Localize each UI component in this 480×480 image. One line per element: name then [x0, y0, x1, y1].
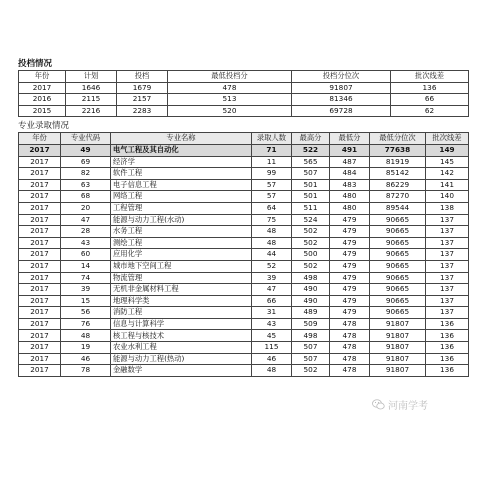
table-cell: 56 [61, 307, 111, 319]
wechat-icon [372, 399, 385, 410]
table-cell: 502 [292, 365, 330, 377]
table-header-row [19, 71, 469, 83]
major-name-cell: 金融数学 [111, 365, 252, 377]
column-header: 专业名称 [111, 133, 252, 145]
table-cell: 484 [330, 168, 370, 180]
column-header: 批次线差 [426, 133, 469, 145]
table-cell: 137 [426, 284, 469, 296]
table-cell: 520 [168, 105, 292, 117]
table-cell: 86229 [370, 179, 426, 191]
table-cell: 478 [168, 82, 292, 94]
table-cell: 498 [292, 330, 330, 342]
table-cell: 2017 [19, 237, 61, 249]
table-cell: 62 [391, 105, 469, 117]
table-cell: 479 [330, 226, 370, 238]
column-header: 投档分位次 [292, 71, 391, 83]
table-cell: 69728 [292, 105, 391, 117]
table-row [19, 179, 469, 191]
major-name-cell: 能源与动力工程(水动) [111, 214, 252, 226]
table-cell: 565 [292, 156, 330, 168]
table-cell: 90665 [370, 214, 426, 226]
column-header: 年份 [19, 71, 66, 83]
column-header: 最高分 [292, 133, 330, 145]
table-cell: 137 [426, 237, 469, 249]
table-cell: 501 [292, 191, 330, 203]
table-row [19, 105, 469, 117]
table-cell: 507 [292, 353, 330, 365]
major-name-cell: 消防工程 [111, 307, 252, 319]
table-cell: 46 [61, 353, 111, 365]
table-row [19, 353, 469, 365]
table-cell: 47 [252, 284, 292, 296]
table-cell: 49 [61, 144, 111, 156]
table-cell: 82 [61, 168, 111, 180]
table-cell: 2017 [19, 330, 61, 342]
table-cell: 2017 [19, 249, 61, 261]
table-cell: 39 [61, 284, 111, 296]
table-cell: 28 [61, 226, 111, 238]
admission-table [18, 70, 469, 117]
table-cell: 509 [292, 318, 330, 330]
table-row [19, 237, 469, 249]
table-cell: 137 [426, 260, 469, 272]
table-cell: 90665 [370, 226, 426, 238]
table-cell: 57 [252, 191, 292, 203]
table-row [19, 272, 469, 284]
major-name-cell: 农业水利工程 [111, 342, 252, 354]
table-cell: 81919 [370, 156, 426, 168]
table-row [19, 318, 469, 330]
table-cell: 501 [292, 179, 330, 191]
table-cell: 48 [61, 330, 111, 342]
table-cell: 524 [292, 214, 330, 226]
table-cell: 47 [61, 214, 111, 226]
table-cell: 90665 [370, 237, 426, 249]
table-cell: 1679 [117, 82, 168, 94]
table-cell: 20 [61, 202, 111, 214]
column-header: 最低分位次 [370, 133, 426, 145]
table-cell: 11 [252, 156, 292, 168]
watermark [372, 397, 428, 412]
table-cell: 513 [168, 94, 292, 106]
table-cell: 137 [426, 226, 469, 238]
table-cell: 142 [426, 168, 469, 180]
table-cell: 478 [330, 318, 370, 330]
major-name-cell: 无机非金属材料工程 [111, 284, 252, 296]
column-header: 最低投档分 [168, 71, 292, 83]
table-cell: 2017 [19, 191, 61, 203]
table-cell: 478 [330, 353, 370, 365]
column-header: 专业代码 [61, 133, 111, 145]
table-cell: 498 [292, 272, 330, 284]
table-cell: 45 [252, 330, 292, 342]
table-cell: 137 [426, 307, 469, 319]
table-row [19, 82, 469, 94]
table-cell: 136 [426, 318, 469, 330]
table-cell: 507 [292, 168, 330, 180]
table-cell: 487 [330, 156, 370, 168]
table-cell: 136 [391, 82, 469, 94]
table-cell: 136 [426, 353, 469, 365]
major-name-cell: 信息与计算科学 [111, 318, 252, 330]
table-cell: 14 [61, 260, 111, 272]
table-cell: 60 [61, 249, 111, 261]
table-cell: 90665 [370, 272, 426, 284]
table-cell: 52 [252, 260, 292, 272]
table-cell: 74 [61, 272, 111, 284]
column-header: 录取人数 [252, 133, 292, 145]
table-cell: 479 [330, 214, 370, 226]
table-cell: 2157 [117, 94, 168, 106]
table-cell: 140 [426, 191, 469, 203]
table-cell: 479 [330, 295, 370, 307]
table-cell: 502 [292, 226, 330, 238]
table-row [19, 260, 469, 272]
table-row [19, 191, 469, 203]
major-name-cell: 城市地下空间工程 [111, 260, 252, 272]
table-cell: 77638 [370, 144, 426, 156]
table-cell: 90665 [370, 284, 426, 296]
watermark-text: 河南学考 [388, 401, 428, 412]
table-row [19, 342, 469, 354]
table-cell: 85142 [370, 168, 426, 180]
table-cell: 63 [61, 179, 111, 191]
table-cell: 90665 [370, 307, 426, 319]
table-cell: 91807 [370, 342, 426, 354]
column-header: 计划 [66, 71, 117, 83]
table-cell: 2017 [19, 144, 61, 156]
table-row [19, 307, 469, 319]
table-cell: 478 [330, 365, 370, 377]
table-cell: 480 [330, 191, 370, 203]
table-row [19, 214, 469, 226]
table-cell: 489 [292, 307, 330, 319]
column-header: 投档 [117, 71, 168, 83]
table-cell: 78 [61, 365, 111, 377]
table-cell: 91807 [292, 82, 391, 94]
table-cell: 39 [252, 272, 292, 284]
table-cell: 2017 [19, 284, 61, 296]
major-name-cell: 电气工程及其自动化 [111, 144, 252, 156]
table-cell: 43 [252, 318, 292, 330]
table-cell: 69 [61, 156, 111, 168]
table-cell: 490 [292, 284, 330, 296]
table-cell: 66 [391, 94, 469, 106]
column-header: 年份 [19, 133, 61, 145]
table-row [19, 295, 469, 307]
table-cell: 2017 [19, 365, 61, 377]
table-cell: 479 [330, 272, 370, 284]
major-name-cell: 测绘工程 [111, 237, 252, 249]
table-cell: 141 [426, 179, 469, 191]
table-cell: 480 [330, 202, 370, 214]
table-header-row [19, 133, 469, 145]
table-cell: 137 [426, 295, 469, 307]
major-name-cell: 工程管理 [111, 202, 252, 214]
table-row [19, 144, 469, 156]
table-cell: 2017 [19, 168, 61, 180]
table-cell: 2017 [19, 260, 61, 272]
table-cell: 149 [426, 144, 469, 156]
table-cell: 479 [330, 249, 370, 261]
table-cell: 76 [61, 318, 111, 330]
major-name-cell: 能源与动力工程(热动) [111, 353, 252, 365]
table-cell: 478 [330, 342, 370, 354]
table-cell: 2017 [19, 156, 61, 168]
table-cell: 500 [292, 249, 330, 261]
major-name-cell: 核工程与核技术 [111, 330, 252, 342]
table-row [19, 249, 469, 261]
major-name-cell: 软件工程 [111, 168, 252, 180]
column-header: 最低分 [330, 133, 370, 145]
table-cell: 89544 [370, 202, 426, 214]
table-cell: 137 [426, 249, 469, 261]
table-cell: 48 [252, 365, 292, 377]
table-cell: 479 [330, 284, 370, 296]
table-row [19, 365, 469, 377]
column-header: 批次线差 [391, 71, 469, 83]
table-cell: 2216 [66, 105, 117, 117]
table-cell: 491 [330, 144, 370, 156]
table-cell: 2017 [19, 82, 66, 94]
table-cell: 502 [292, 237, 330, 249]
table-row [19, 284, 469, 296]
table-cell: 2283 [117, 105, 168, 117]
table-cell: 2017 [19, 295, 61, 307]
table-cell: 19 [61, 342, 111, 354]
table-cell: 68 [61, 191, 111, 203]
table-cell: 48 [252, 226, 292, 238]
table-cell: 137 [426, 272, 469, 284]
major-name-cell: 应用化学 [111, 249, 252, 261]
table-cell: 90665 [370, 260, 426, 272]
table-cell: 2017 [19, 226, 61, 238]
table-cell: 137 [426, 214, 469, 226]
table-cell: 507 [292, 342, 330, 354]
table-cell: 2017 [19, 214, 61, 226]
major-name-cell: 物流管理 [111, 272, 252, 284]
table-cell: 2017 [19, 272, 61, 284]
table-cell: 91807 [370, 318, 426, 330]
table-cell: 46 [252, 353, 292, 365]
table-row [19, 168, 469, 180]
table-cell: 91807 [370, 330, 426, 342]
table-cell: 2016 [19, 94, 66, 106]
table-cell: 479 [330, 260, 370, 272]
table-cell: 490 [292, 295, 330, 307]
table-cell: 2017 [19, 179, 61, 191]
table-cell: 2017 [19, 318, 61, 330]
table-cell: 99 [252, 168, 292, 180]
major-name-cell: 地理科学类 [111, 295, 252, 307]
table-cell: 136 [426, 342, 469, 354]
table-cell: 2115 [66, 94, 117, 106]
table-cell: 87270 [370, 191, 426, 203]
section-title-admission: 投档情况 [18, 59, 53, 69]
major-table [18, 132, 469, 376]
table-cell: 145 [426, 156, 469, 168]
table-cell: 511 [292, 202, 330, 214]
section-title-major: 专业录取情况 [18, 121, 70, 132]
table-row [19, 94, 469, 106]
table-cell: 522 [292, 144, 330, 156]
table-cell: 2017 [19, 307, 61, 319]
table-cell: 57 [252, 179, 292, 191]
table-cell: 91807 [370, 353, 426, 365]
major-name-cell: 电子信息工程 [111, 179, 252, 191]
table-cell: 44 [252, 249, 292, 261]
table-cell: 483 [330, 179, 370, 191]
major-name-cell: 水务工程 [111, 226, 252, 238]
table-cell: 91807 [370, 365, 426, 377]
table-row [19, 156, 469, 168]
table-cell: 136 [426, 365, 469, 377]
table-cell: 66 [252, 295, 292, 307]
table-cell: 90665 [370, 249, 426, 261]
table-cell: 136 [426, 330, 469, 342]
table-cell: 43 [61, 237, 111, 249]
table-row [19, 202, 469, 214]
table-cell: 2015 [19, 105, 66, 117]
table-cell: 64 [252, 202, 292, 214]
table-cell: 2017 [19, 342, 61, 354]
table-cell: 48 [252, 237, 292, 249]
major-name-cell: 网络工程 [111, 191, 252, 203]
table-cell: 479 [330, 237, 370, 249]
table-cell: 478 [330, 330, 370, 342]
major-name-cell: 经济学 [111, 156, 252, 168]
table-cell: 2017 [19, 202, 61, 214]
table-cell: 75 [252, 214, 292, 226]
table-cell: 31 [252, 307, 292, 319]
table-cell: 90665 [370, 295, 426, 307]
table-row [19, 226, 469, 238]
document-body [18, 58, 468, 377]
table-cell: 138 [426, 202, 469, 214]
table-cell: 1646 [66, 82, 117, 94]
table-row [19, 330, 469, 342]
table-cell: 479 [330, 307, 370, 319]
table-cell: 15 [61, 295, 111, 307]
table-cell: 81346 [292, 94, 391, 106]
table-cell: 115 [252, 342, 292, 354]
table-cell: 71 [252, 144, 292, 156]
table-cell: 2017 [19, 353, 61, 365]
table-cell: 502 [292, 260, 330, 272]
